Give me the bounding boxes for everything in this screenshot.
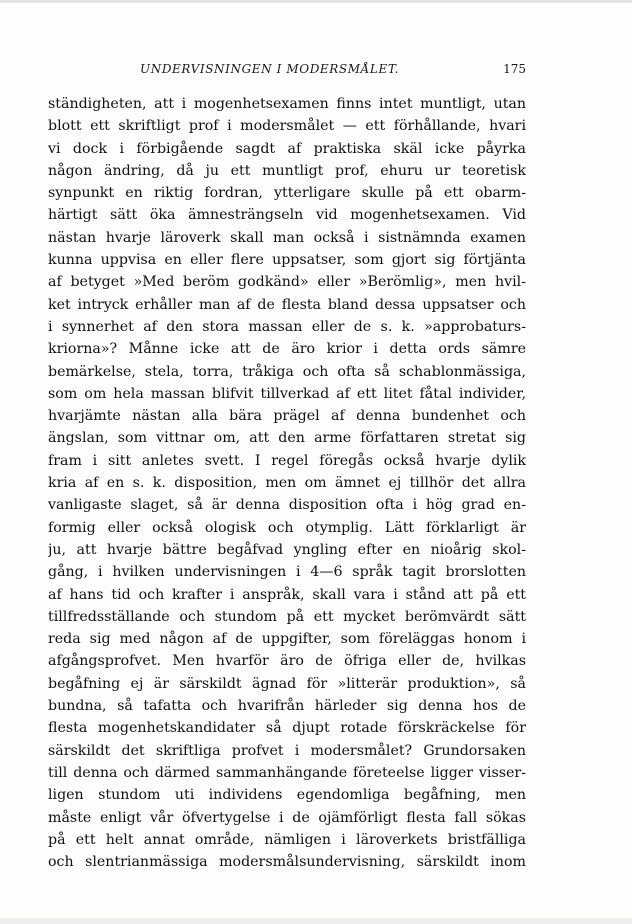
text-line: ju, att hvarje bättre begåfvad yngling efter en nioårig skol- xyxy=(48,541,526,558)
text-line: ängslan, som vittnar om, att den arme författaren stretat sig xyxy=(48,430,526,447)
text-line: flesta mogenhetskandidater så djupt rotade förskräckelse för xyxy=(48,720,526,737)
text-line: nästan hvarje läroverk skall man också i sistnämnda examen xyxy=(48,229,526,246)
top-edge-shadow xyxy=(0,0,632,3)
text-line: kria af en s. k. disposition, men om ämnet ej tillhör det allra xyxy=(48,475,526,492)
text-line: begåfning ej är särskildt ägnad för »litterär produktion», så xyxy=(48,675,526,692)
text-line: till denna och därmed sammanhängande företeelse ligger visser- xyxy=(48,764,526,781)
text-line: afgångsprofvet. Men hvarför äro de öfriga eller de, hvilkas xyxy=(48,653,526,670)
text-line: synpunkt en riktig fordran, ytterligare skulle på ett obarm- xyxy=(48,185,526,202)
text-line: någon ändring, då ju ett muntligt prof, ehuru ur teoretisk xyxy=(48,162,526,179)
text-line: på ett helt annat område, nämligen i läroverkets bristfälliga xyxy=(48,831,526,848)
text-line: af hans tid och krafter i anspråk, skall vara i stånd att på ett xyxy=(48,586,526,603)
running-title: UNDERVISNINGEN I MODERSMÅLET. xyxy=(140,62,400,76)
text-line: gång, i hvilken undervisningen i 4—6 språk tagit brorslotten xyxy=(48,564,526,581)
text-line: formig eller också ologisk och otymplig. Lätt förklarligt är xyxy=(48,519,526,536)
page-header xyxy=(48,62,526,82)
text-line: som om hela massan blifvit tillverkad af ett litet fåtal individer, xyxy=(48,385,526,402)
text-line: tillfredsställande och stundom på ett mycket berömvärdt sätt xyxy=(48,608,526,625)
text-line: kriorna»? Månne icke att de äro krior i detta ords sämre xyxy=(48,341,526,358)
text-line: ligen stundom uti individens egendomliga begåfning, men xyxy=(48,787,526,804)
text-line: i synnerhet af den stora massan eller de s. k. »approbaturs- xyxy=(48,318,526,335)
text-line: kunna uppvisa en eller flere uppsatser, som gjort sig förtjänta xyxy=(48,252,526,269)
text-line: måste enligt vår öfvertygelse i de ojämförligt flesta fall sökas xyxy=(48,809,526,826)
page-number: 175 xyxy=(503,62,526,76)
text-line: reda sig med någon af de uppgifter, som föreläggas honom i xyxy=(48,631,526,648)
text-line: ständigheten, att i mogenhetsexamen finns intet muntligt, utan xyxy=(48,96,526,112)
body-text xyxy=(48,93,526,873)
text-line: bemärkelse, stela, torra, tråkiga och ofta så schablonmässiga, xyxy=(48,363,526,380)
text-line: bundna, så tafatta och hvarifrån härleder sig denna hos de xyxy=(48,698,526,715)
text-line: och slentrianmässiga modersmålsundervisning, särskildt inom xyxy=(48,854,526,871)
text-line: härtigt sätt öka ämnesträngseln vid mogenhetsexamen. Vid xyxy=(48,207,526,224)
text-line: vanligaste slaget, så är denna disposition ofta i hög grad en- xyxy=(48,497,526,514)
bottom-edge-shadow xyxy=(0,918,632,924)
text-line: vi dock i förbigående sagdt af praktiska skäl icke påyrka xyxy=(48,140,526,157)
text-line: ket intryck erhåller man af de flesta bland dessa uppsatser och xyxy=(48,296,526,313)
text-line: fram i sitt anletes svett. I regel föregås också hvarje dylik xyxy=(48,452,526,469)
text-line: hvarjämte nästan alla bära prägel af denna bundenhet och xyxy=(48,408,526,425)
text-line: af betyget »Med beröm godkänd» eller »Berömlig», men hvil- xyxy=(48,274,526,291)
text-line: särskildt det skriftliga profvet i modersmålet? Grundorsaken xyxy=(48,742,526,759)
text-line: blott ett skriftligt prof i modersmålet — ett förhållande, hvari xyxy=(48,118,526,135)
